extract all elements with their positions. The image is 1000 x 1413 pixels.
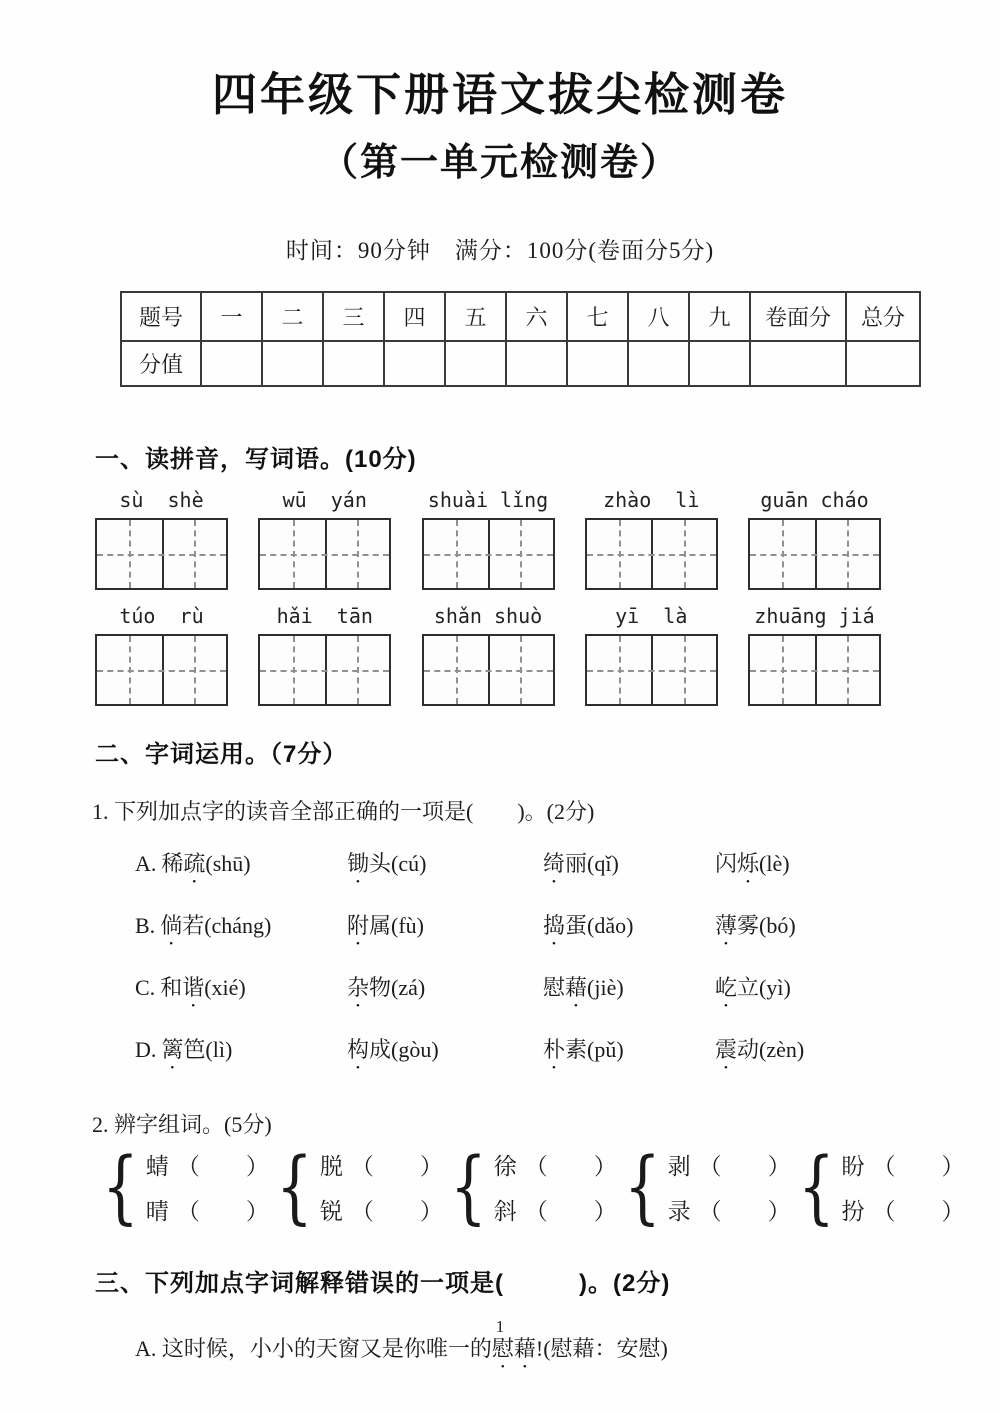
pinyin-label: wū yán — [282, 488, 367, 512]
option-first-cell — [135, 1033, 347, 1074]
option-label: A. — [135, 851, 157, 876]
box-guide-line — [782, 636, 784, 704]
box-guide-line — [520, 520, 522, 588]
box-guide-line — [293, 636, 295, 704]
score-cell-empty — [506, 341, 567, 386]
pair-line: 蜻 （ ） — [145, 1154, 269, 1179]
writing-box — [585, 634, 718, 706]
option-first-cell — [135, 909, 347, 950]
brace-icon: { — [276, 1140, 313, 1233]
pinyin-word-column — [748, 488, 881, 590]
box-guide-line — [750, 554, 879, 556]
answer-blank: （ ） — [176, 1154, 269, 1179]
brace-icon: { — [797, 1140, 835, 1233]
box-guide-line — [260, 554, 389, 556]
score-header-cell: 四 — [384, 292, 445, 341]
box-guide-line — [456, 636, 458, 704]
answer-blank: （ ） — [872, 1199, 965, 1224]
answer-blank: （ ） — [698, 1154, 791, 1179]
brace-icon: { — [102, 1140, 139, 1233]
score-cell-empty — [445, 341, 506, 386]
box-guide-line — [619, 636, 621, 704]
question-1-text: 1. 下列加点字的读音全部正确的一项是( )。(2分) — [92, 799, 595, 824]
word-item: 和谐(xié) — [160, 975, 246, 1000]
score-cell-empty — [201, 341, 262, 386]
pair-lines — [842, 1148, 965, 1226]
page-number: 1 — [495, 1317, 505, 1336]
char-pair — [617, 1140, 791, 1233]
box-guide-line — [847, 636, 849, 704]
pinyin-label: guān cháo — [760, 488, 869, 512]
box-guide-line — [587, 554, 716, 556]
score-header-cell: 总分 — [846, 292, 920, 341]
box-guide-line — [129, 520, 131, 588]
box-guide-line — [619, 520, 621, 588]
score-table — [120, 291, 921, 387]
pair-lines — [494, 1148, 617, 1226]
box-guide-line — [520, 636, 522, 704]
pinyin-label: zhuāng jiá — [754, 604, 875, 628]
q1-option-c — [135, 971, 1000, 1012]
word-item: 杂物(zá) — [347, 975, 426, 1000]
option-label: D. — [135, 1037, 157, 1062]
answer-blank: （ ） — [698, 1199, 791, 1224]
box-guide-line — [587, 670, 716, 672]
option-first-cell — [135, 971, 347, 1012]
char-pair — [95, 1140, 269, 1233]
score-table-value-row — [121, 341, 920, 386]
writing-box — [748, 634, 881, 706]
char-pair — [791, 1140, 965, 1233]
writing-box — [748, 518, 881, 590]
writing-box — [585, 518, 718, 590]
box-guide-line — [684, 520, 686, 588]
brace-icon: { — [449, 1140, 487, 1233]
writing-box — [422, 634, 555, 706]
score-cell-empty — [750, 341, 846, 386]
score-header-cell: 卷面分 — [750, 292, 846, 341]
score-cell-empty — [384, 341, 445, 386]
pinyin-label: túo rù — [119, 604, 204, 628]
answer-blank: （ ） — [176, 1199, 269, 1224]
pinyin-word-column — [585, 488, 718, 590]
pinyin-label: zhào lì — [603, 488, 700, 512]
writing-box — [95, 518, 228, 590]
score-row-label: 分值 — [121, 341, 201, 386]
word-item: 构成(gòu) — [347, 1037, 439, 1062]
score-header-cell: 六 — [506, 292, 567, 341]
section2-heading: 二、字词运用。（7分） — [95, 741, 348, 768]
pinyin-word-column — [748, 604, 881, 706]
q2-pairs-row — [95, 1140, 965, 1233]
box-guide-line — [684, 636, 686, 704]
score-cell-empty — [846, 341, 920, 386]
word-item: 篱笆(lì) — [161, 1037, 233, 1062]
section3-heading: 三、下列加点字词解释错误的一项是( )。(2分) — [95, 1270, 671, 1297]
word-item: 倘若(cháng) — [160, 913, 272, 938]
q1-option-a — [135, 847, 1000, 888]
score-cell-empty — [689, 341, 750, 386]
q3-option-a: A. 这时候，小小的天窗又是你唯一的慰藉!(慰藉：安慰) — [135, 1336, 668, 1361]
score-cell-empty — [567, 341, 628, 386]
pair-line: 扮 （ ） — [841, 1199, 965, 1224]
option-label: B. — [135, 913, 156, 938]
word-item: 锄头(cú) — [347, 851, 427, 876]
option-first-cell — [135, 847, 347, 888]
pinyin-word-column — [585, 604, 718, 706]
box-guide-line — [424, 670, 553, 672]
pinyin-word-column — [422, 488, 555, 590]
writing-box — [95, 634, 228, 706]
pinyin-label: shuài lǐng — [427, 488, 549, 512]
paper-title: 四年级下册语文拔尖检测卷 — [211, 69, 788, 120]
word-item: 慰藉(jiè) — [543, 975, 624, 1000]
score-cell-empty — [262, 341, 323, 386]
word-item: 震动(zèn) — [715, 1037, 805, 1062]
pair-line: 斜 （ ） — [493, 1199, 617, 1224]
writing-box — [258, 518, 391, 590]
pair-lines — [320, 1148, 443, 1226]
word-item: 屹立(yì) — [715, 975, 791, 1000]
answer-blank: （ ） — [524, 1154, 617, 1179]
pinyin-word-column — [95, 488, 228, 590]
answer-blank: （ ） — [350, 1154, 443, 1179]
score-header-cell: 三 — [323, 292, 384, 341]
box-guide-line — [456, 520, 458, 588]
char-pair — [443, 1140, 617, 1233]
word-item: 闪烁(lè) — [715, 851, 790, 876]
box-guide-line — [424, 554, 553, 556]
option-label: C. — [135, 975, 156, 1000]
paper-subtitle: （第一单元检测卷） — [319, 142, 680, 184]
pinyin-row-2 — [95, 604, 881, 706]
score-header-cell: 九 — [689, 292, 750, 341]
pinyin-word-column — [95, 604, 228, 706]
question-2-text: 2. 辨字组词。(5分) — [92, 1112, 272, 1137]
pair-line: 晴 （ ） — [145, 1199, 269, 1224]
section1-heading: 一、读拼音，写词语。(10分) — [95, 446, 417, 473]
pinyin-word-column — [422, 604, 555, 706]
pinyin-label: sù shè — [119, 488, 204, 512]
word-item: 绮丽(qǐ) — [543, 851, 619, 876]
word-item: 稀疏(shū) — [161, 851, 251, 876]
word-item: 薄雾(bó) — [715, 913, 796, 938]
exam-info-line: 时间：90分钟 满分：100分(卷面分5分) — [285, 238, 715, 263]
word-item: 朴素(pǔ) — [543, 1037, 624, 1062]
score-header-cell: 题号 — [121, 292, 201, 341]
answer-blank: （ ） — [524, 1199, 617, 1224]
pair-lines — [146, 1148, 269, 1226]
box-guide-line — [260, 670, 389, 672]
box-guide-line — [97, 670, 226, 672]
box-guide-line — [194, 636, 196, 704]
pinyin-label: shǎn shuò — [433, 604, 543, 628]
answer-blank: （ ） — [350, 1199, 443, 1224]
box-guide-line — [194, 520, 196, 588]
pair-line: 脱 （ ） — [319, 1154, 443, 1179]
word-item: 附属(fù) — [347, 913, 424, 938]
pinyin-word-column — [258, 604, 391, 706]
score-table-header-row — [121, 292, 920, 341]
box-guide-line — [357, 636, 359, 704]
pair-line: 锐 （ ） — [319, 1199, 443, 1224]
score-header-cell: 一 — [201, 292, 262, 341]
char-pair — [269, 1140, 443, 1233]
score-header-cell: 五 — [445, 292, 506, 341]
pinyin-word-column — [258, 488, 391, 590]
pair-lines — [668, 1148, 791, 1226]
writing-box — [258, 634, 391, 706]
pinyin-label: yī là — [615, 604, 688, 628]
word-item: 捣蛋(dǎo) — [543, 913, 634, 938]
box-guide-line — [293, 520, 295, 588]
writing-box — [422, 518, 555, 590]
box-guide-line — [847, 520, 849, 588]
score-cell-empty — [323, 341, 384, 386]
q1-option-d — [135, 1033, 1000, 1074]
brace-icon: { — [623, 1140, 661, 1233]
q1-option-b — [135, 909, 1000, 950]
pinyin-label: hǎi tān — [276, 604, 373, 628]
pair-line: 剥 （ ） — [667, 1154, 791, 1179]
score-header-cell: 二 — [262, 292, 323, 341]
score-cell-empty — [628, 341, 689, 386]
pair-line: 盼 （ ） — [841, 1154, 965, 1179]
pinyin-row-1 — [95, 488, 881, 590]
box-guide-line — [357, 520, 359, 588]
answer-blank: （ ） — [872, 1154, 965, 1179]
score-header-cell: 七 — [567, 292, 628, 341]
score-header-cell: 八 — [628, 292, 689, 341]
box-guide-line — [129, 636, 131, 704]
box-guide-line — [97, 554, 226, 556]
pair-line: 录 （ ） — [667, 1199, 791, 1224]
box-guide-line — [782, 520, 784, 588]
box-guide-line — [750, 670, 879, 672]
pair-line: 徐 （ ） — [493, 1154, 617, 1179]
